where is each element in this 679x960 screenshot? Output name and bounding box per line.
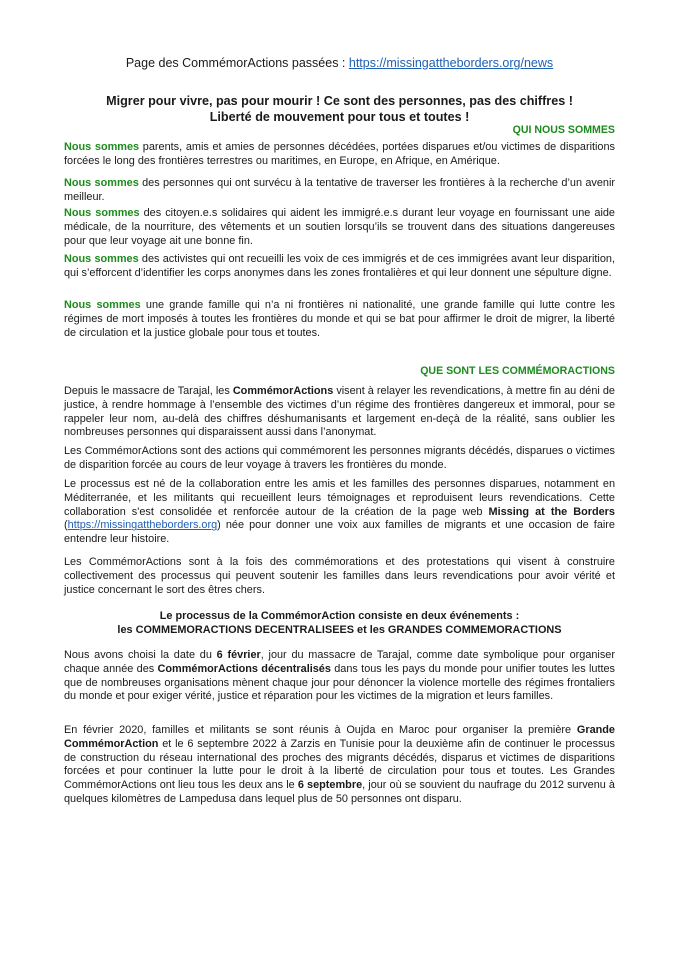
process-text-1e: dans tous les pays du monde pour unifier toutes les luttes que de nombreuses organisations mènent chaque jour pour dénoncer la violence mortelle des régimes frontaliers du monde et pour exiger vérité, justice et réparation pour les victimes de la migration et leurs familles. [64, 662, 615, 703]
process-text-2c: et le 6 septembre 2022 à Zarzis en Tunisie pour la deuxième afin de continuer le processus de construction du réseau international des proches des migrants décédés, disparus et victimes de disparitions forcées et pour continuer la lutte pour le droit à la liberté de circulation pour tous et toutes. Les Grandes CommémorActions ont lieu tous les deux ans le [64, 737, 615, 792]
process-heading-line-1: Le processus de la CommémorAction consiste en deux événements : [159, 610, 520, 622]
missing-borders-name: Missing at the Borders [488, 505, 615, 518]
who-text-5: une grande famille qui n’a ni frontières ni nationalité, une grande famille qui lutte contre les régimes de mort imposés à toutes les frontières du monde et qui se bat pour affirmer le droit de migrer, la liberté de circulation et la justice globale pour tous et toutes. [64, 299, 615, 339]
process-text-1c: , jour du massacre de Tarajal, comme date symbolique pour organiser chaque année des [64, 649, 615, 675]
what-paragraph-1 [64, 385, 615, 440]
process-heading-line-2: les COMMEMORACTIONS DECENTRALISEES et les GRANDES COMMEMORACTIONS [117, 624, 562, 636]
process-heading [0, 609, 679, 637]
lead-we-are: Nous sommes [64, 177, 139, 189]
what-text-3c: ( [64, 519, 68, 532]
past-page-label: Page des CommémorActions passées : [125, 56, 349, 70]
who-paragraph-2 [64, 177, 615, 205]
decentralized-label: CommémorActions décentralisés [157, 662, 331, 675]
date-feb-6: 6 février [216, 649, 261, 661]
process-text-1a: Nous avons choisi la date du [64, 649, 217, 661]
who-paragraph-4 [64, 253, 615, 281]
what-paragraph-4: Les CommémorActions sont à la fois des commémorations et des protestations qui visent à construire collectivement des processus qui peuvent soutenir les familles dans leurs revendications pour avoir vérité et justice concernant le sort des êtres chers. [64, 556, 615, 596]
who-paragraph-5 [64, 299, 615, 340]
past-commemoractions-line [0, 56, 679, 70]
who-text-3: des citoyen.e.s solidaires qui aident les immigré.e.s durant leur voyage en fournissant une aide médicale, de la nourriture, des vêtements et un soutien lorsqu’ils se trouvent dans des situations dangereuses pour que leur voyage ait une bonne fin. [64, 207, 615, 247]
lead-we-are: Nous sommes [64, 207, 140, 219]
headline-line-1: Migrer pour vivre, pas pour mourir ! Ce sont des personnes, pas des chiffres ! [106, 94, 573, 108]
news-link[interactable]: https://missingattheborders.org/news [348, 56, 554, 70]
what-text-3d: ) née pour donner une voix aux familles de migrants et une occasion de faire entendre leur histoire. [64, 519, 615, 546]
grande-label: Grande CommémorAction [64, 724, 615, 750]
section-title-what-are: QUE SONT LES COMMÉMORACTIONS [420, 365, 615, 377]
date-sep-6: 6 septembre [297, 779, 363, 792]
process-text-2e: , jour où se souvient du naufrage du 2012 survenu à quelques kilomètres de Lampedusa dans lequel plus de 50 personnes ont disparu. [64, 779, 615, 805]
who-text-4: des activistes qui ont recueilli les voix de ces immigrés et de ces immigrées avant leur disparition, qui s’efforcent d’identifier les corps anonymes dans les zones frontalières et qui leur donnent une sépulture digne. [64, 253, 615, 279]
who-paragraph-3 [64, 207, 615, 248]
lead-we-are: Nous sommes [64, 253, 139, 265]
process-text-2a: En février 2020, familles et militants se sont réunis à Oujda en Maroc pour organiser la première [64, 724, 577, 736]
who-text-1: parents, amis et amies de personnes décédées, portées disparues et/ou victimes de disparitions forcées le long des frontières terrestres ou maritimes, en Europe, en Afrique, en Amérique. [64, 141, 615, 167]
lead-we-are: Nous sommes [64, 299, 141, 311]
what-text-3a: Le processus est né de la collaboration entre les amis et les familles des personnes disparues, notamment en Méditerranée, et les militants qui recueillent leurs témoignages et reproduisent leurs revendications. Cette collaboration s'est consolidée et renforcée autour de la création de la page web [64, 478, 615, 518]
process-paragraph-2 [64, 724, 615, 807]
headline-line-2: Liberté de mouvement pour tous et toutes ! [209, 110, 470, 124]
what-text-1a: Depuis le massacre de Tarajal, les [64, 385, 233, 397]
missing-borders-link[interactable]: https://missingattheborders.org [67, 519, 218, 532]
what-paragraph-3 [64, 478, 615, 547]
process-paragraph-1 [64, 649, 615, 704]
what-text-1b: CommémorActions [232, 385, 334, 397]
what-paragraph-2: Les CommémorActions sont des actions qui commémorent les personnes migrants décédés, disparues o victimes de disparition forcée au cours de leur voyage à travers les frontières du monde. [64, 445, 615, 471]
who-paragraph-1 [64, 141, 615, 169]
who-text-2: des personnes qui ont survécu à la tentative de traverser les frontières à la recherche d’un avenir meilleur. [64, 177, 615, 203]
headline [0, 93, 679, 125]
lead-we-are: Nous sommes [64, 141, 140, 153]
what-text-1c: visent à relayer les revendications, à mettre fin au déni de justice, à rendre hommage à l’ensemble des victimes d’un régime des frontières dangereux et immoral, pour se rappeler leur nom, au-delà des chiffres déshumanisants et largement en-deçà de la réalité, sans oublier les nombreuses personnes qui disparaissent aussi dans l’anonymat. [64, 385, 615, 439]
section-title-who-we-are: QUI NOUS SOMMES [512, 124, 615, 136]
